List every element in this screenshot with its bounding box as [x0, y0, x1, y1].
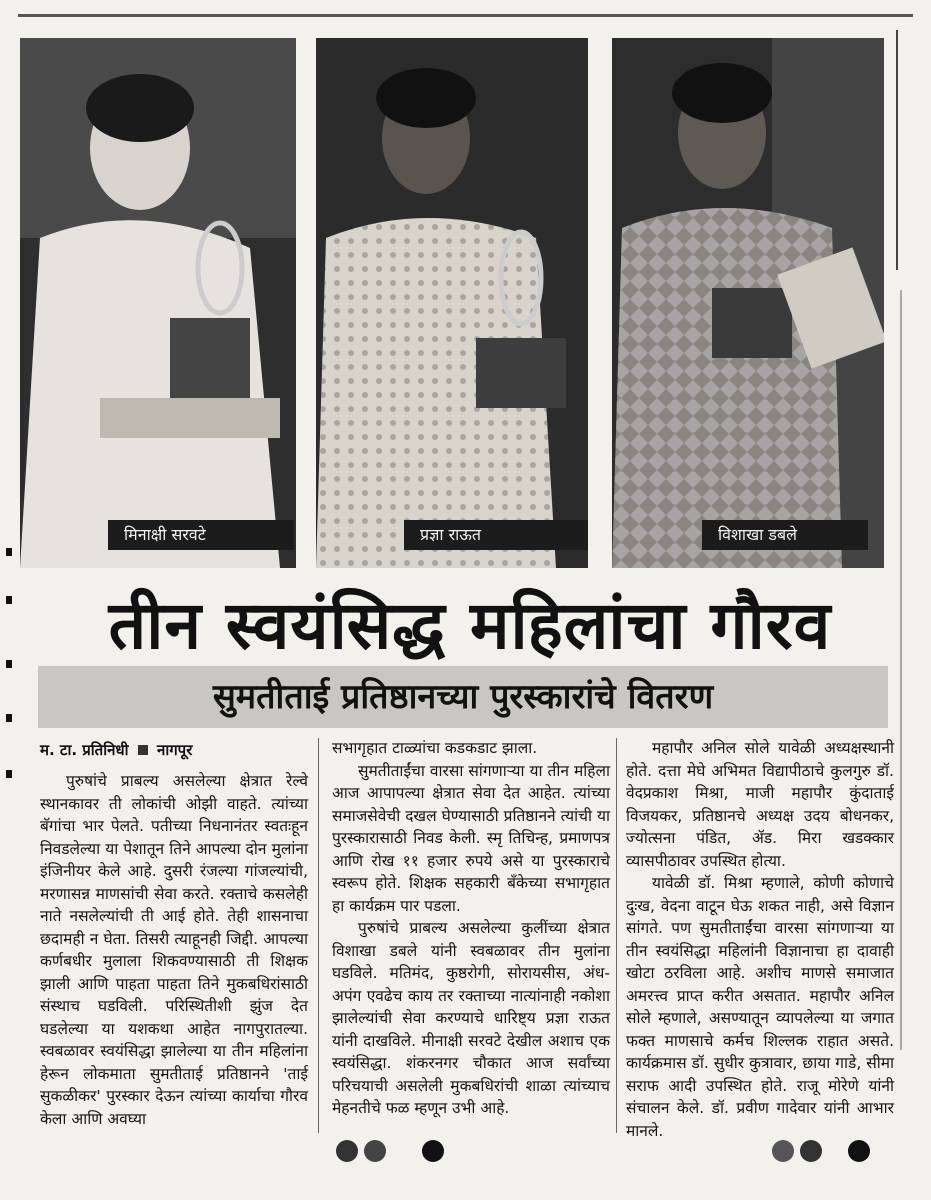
column1-paragraph-1: पुरुषांचे प्राबल्य असलेल्या क्षेत्रात रेल्वे स्थानकावर ती लोकांची ओझी वाहते. त्यांच्या बॅगांचा भार पेलते. पतीच्या निधनानंतर स्वतःहून निवडलेल्या या पेशातून तिने आपल्या दोन मुलांना इंजिनीयर केले आहे. दुसरी रंजल्या गांजल्यांची, मरणासन्न माणसांची सेवा करते. रक्ताचे कसलेही नाते नसलेल्यांची ती आई होते. तेही शासनाचा छदामही न घेता. तिसरी त्याहूनही जिद्दी. आपल्या कर्णबधीर मुलाला शिकवण्यासाठी ती शिक्षक झाली आणि पाहता पाहता तिने मुकबधिरांसाठी संस्थाच घडविली. परिस्थितीशी झुंज देत घडलेल्या या यशकथा आहेत नागपुरातल्या. स्वबळावर स्वयंसिद्धा झालेल्या या तीन महिलांना हेरून लोकमाता सुमतीताई प्रतिष्ठानने 'ताई सुकळीकर' पुरस्कार देऊन त्यांच्या कार्याचा गौरव केला आणि अवघ्या [40, 772, 308, 1128]
column2-paragraph-3: पुरुषांचे प्राबल्य असलेल्या कुलींच्या क्षेत्रात विशाखा डबले यांनी स्वबळावर तीन मुलांना घडविले. मतिमंद, कुष्ठरोगी, सोरायसीस, अंध- अपंग एवढेच काय तर रक्ताच्या नात्यांनाही नकोशा झालेल्यांची सेवा करण्याचे धारिष्ट्य प्रज्ञा राऊत यांनी दाखविले. मीनाक्षी सरवटे देखील अशाच एक स्वयंसिद्धा. शंकरनगर चौकात आज सर्वांच्या परिचयाची असलेली मुकबधिरांची शाळा त्यांच्याच मेहनतीचे फळ म्हणून उभी आहे. [332, 919, 610, 1117]
byline-prefix: म. टा. प्रतिनिधी [40, 741, 129, 759]
byline-separator [138, 745, 148, 755]
footer-dots-right [772, 1140, 876, 1166]
adjacent-column-strip [896, 30, 926, 270]
right-margin-rule [900, 290, 902, 1050]
article-column-2 [332, 737, 610, 1120]
photo-middle [316, 38, 588, 568]
column-divider-2 [616, 738, 617, 1133]
photo-right [612, 38, 884, 568]
adjacent-column-rule [896, 30, 898, 270]
subheadline: सुमतीताई प्रतिष्ठानच्या पुरस्कारांचे वितरण [212, 677, 714, 717]
top-rule [18, 14, 913, 17]
column3-paragraph-1: महापौर अनिल सोले यावेळी अध्यक्षस्थानी होते. दत्ता मेघे अभिमत विद्यापीठाचे कुलगुरु डॉ. वेदप्रकाश मिश्रा, माजी महापौर कुंदाताई विजयकर, प्रतिष्ठानचे अध्यक्ष उदय बोधनकर, ज्योत्सना पंडित, ॲड. मिरा खडक्कार व्यासपीठावर उपस्थित होत्या. [626, 739, 894, 870]
column2-paragraph-1: सभागृहात टाळ्यांचा कडकडाट झाला. [332, 739, 538, 757]
column-divider-1 [318, 738, 319, 1133]
headline: तीन स्वयंसिद्ध महिलांचा गौरव [108, 586, 832, 664]
photo-middle-image [316, 38, 588, 568]
byline-place: नागपूर [157, 741, 193, 759]
footer-dots-left [336, 1140, 450, 1166]
column2-paragraph-2: सुमतीताईंचा वारसा सांगणाऱ्या या तीन महिला आज आपापल्या क्षेत्रात सेवा देत आहेत. त्यांच्या समाजसेवेची दखल घेण्यासाठी प्रतिष्ठानने त्यांची या पुरस्कारासाठी निवड केली. स्मृ तिचिन्ह, प्रमाणपत्र आणि रोख ११ हजार रुपये असे या पुरस्काराचे स्वरूप होते. शिक्षक सहकारी बँकेच्या सभागृहात हा कार्यक्रम पार पडला. [332, 761, 610, 915]
photo-right-image [612, 38, 884, 568]
article-column-3 [626, 737, 894, 1142]
caption-middle: प्रज्ञा राऊत [404, 520, 588, 550]
byline [40, 740, 310, 760]
photo-left [20, 38, 296, 568]
caption-right: विशाखा डबले [702, 520, 868, 550]
column3-paragraph-2: यावेळी डॉ. मिश्रा म्हणाले, कोणी कोणाचे दुःख, वेदना वाटून घेऊ शकत नाही, असे विज्ञान सांगते. पण सुमतीताईंचा वारसा सांगणाऱ्या या तीन स्वयंसिद्धा महिलांनी विज्ञानाचा हा दावाही खोटा ठरविला आहे. अशीच माणसे समाजात अमरत्त्व प्राप्त करीत असतात. महापौर अनिल सोले म्हणाले, असण्यातून व्यापलेल्या या जगात फक्त माणसाचे कर्मच शिल्लक राहात असते. कार्यक्रमास डॉ. सुधीर कुत्रावार, छाया गाडे, सीमा सराफ आदी उपस्थित होते. राजू मोरेणे यांनी संचालन केले. डॉ. प्रवीण गादेवार यांनी आभार मानले. [626, 874, 894, 1140]
caption-left: मिनाक्षी सरवटे [108, 520, 294, 550]
photo-left-image [20, 38, 296, 568]
article-column-1 [40, 770, 308, 1130]
